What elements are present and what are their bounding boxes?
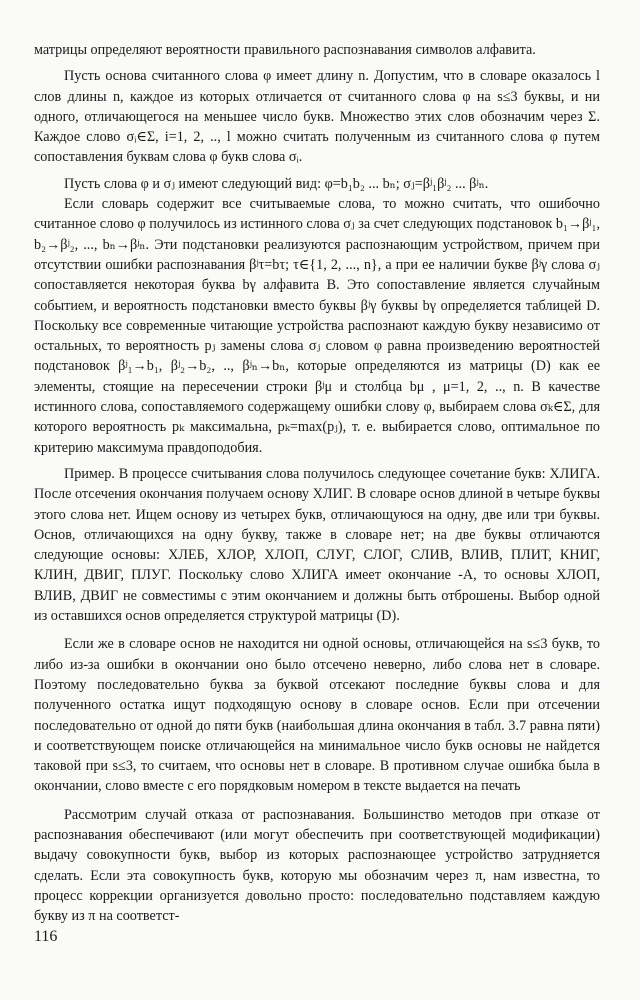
paragraph-6: Если же в словаре основ не находится ни одной основы, отличающейся на s≤3 букв, то либо из-за ошибки в окончании оно было отсечено неверно, либо слова нет в словаре. Поэтому последовательно буква за буквой отсекают последние буквы слова и для полученного остатка ищут подходящую основу в словаре основ. Если при отсечении последовательно от одной до пяти букв (наибольшая длина окончания в табл. 3.7 равна пяти) и соответствующем поиске отличающейся на минимальное число букв основы не найдется таковой при s≤3, то считаем, что основы нет в словаре. В противном случае ошибка была в окончании, слово вместе с его порядковым номером в тексте выдается на печать bbox=[34, 636, 600, 795]
page-number: 116 bbox=[34, 928, 58, 946]
paragraph-4: Если словарь содержит все считываемые слова, то можно считать, что ошибочно считанное слово φ получилось из истинного слова σⱼ за счет следующих подстановок b₁→βʲ₁, b₂→βʲ₂, ..., bₙ→βʲₙ. Эти подстановки реализуются распознающим устройством, причем при отсутствии ошибки распознавания βʲτ=bτ; τ∈{1, 2, ..., n}, а при ее наличии букве βʲγ слова σⱼ сопоставляется некоторая буква bγ алфавита B. Это сопоставление является случайным событием, и вероятность подстановки вместо буквы βʲγ буквы bγ определяется таблицей D. Поскольку все современные читающие устройства распознают каждую букву независимо от остальных, то вероятность pⱼ замены слова σⱼ словом φ равна произведению вероятностей подстановок βʲ₁→b₁, βʲ₂→b₂, .., βʲₙ→bₙ, которые определяются из матрицы (D) как ее элементы, стоящие на пересечении строки βʲμ и столбца bμ , μ=1, 2, .., n. В качестве истинного слова, сопоставляемого содержащему ошибки слову φ, выбираем слова σₖ∈Σ, для которого вероятность pₖ максимальна, pₖ=max(pⱼ), т. е. выбирается слово, оптимальное по критерию максимума правдоподобия. bbox=[34, 196, 600, 456]
paragraph-example: Пример. В процессе считывания слова получилось следующее сочетание букв: ХЛИГА. После отсечения окончания получаем основу ХЛИГ. В словаре основ длиной в четыре буквы этого слова нет. Ищем основу из четырех букв, отличающуюся на одну, две или три буквы. Основ, отличающихся на одну букву, также в словаре нет; на две буквы отличаются следующие основы: ХЛЕБ, ХЛОР, ХЛОП, СЛУГ, СЛОГ, СЛИВ, ВЛИВ, ПЛИТ, КНИГ, КЛИН, ДВИГ, ПЛУГ. Поскольку слово ХЛИГА имеет окончание -А, то основы ХЛОП, ВЛИВ, ДВИГ не совместимы с этим окончанием и должны быть отброшены. Выбор одной из оставшихся основ определяется структурой матрицы (D). bbox=[34, 465, 600, 625]
paragraph-7: Рассмотрим случай отказа от распознавания. Большинство методов при отказе от распознавания обеспечивают (или могут обеспечить при соответствующей модификации) выдачу совокупности букв, выбор из которых распознающее устройство затрудняется сделать. Если эта совокупность букв, которую мы обозначим через π, нам известна, то процесс коррекции организуется довольно просто: последовательно подставляем каждую букву из π на соответст- bbox=[34, 806, 600, 925]
paragraph-3: Пусть слова φ и σⱼ имеют следующий вид: φ=b₁b₂ ... bₙ; σⱼ=βʲ₁βʲ₂ ... βʲₙ. bbox=[64, 175, 489, 192]
paragraph-1: матрицы определяют вероятности правильного распознавания символов алфавита. bbox=[34, 42, 536, 58]
paragraph-2: Пусть основа считанного слова φ имеет длину n. Допустим, что в словаре оказалось l слов длины n, каждое из которых отличается от считанного слова φ на s≤3 буквы, и ни одного, отличающегося на меньшее число букв. Множество этих слов обозначим через Σ. Каждое слово σᵢ∈Σ, i=1, 2, .., l можно считать полученным из считанного слова φ путем сопоставления буквам слова φ букв слова σᵢ. bbox=[34, 68, 600, 166]
